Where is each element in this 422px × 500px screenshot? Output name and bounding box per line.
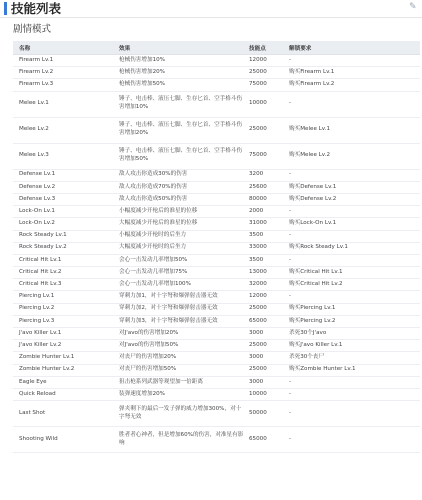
skill-requirement-cell: 购买Piercing Lv.1 [285,303,420,315]
skill-requirement-cell: 购买Zombie Hunter Lv.1 [285,364,420,376]
table-row [13,388,420,400]
skill-points-cell: 25000 [245,340,285,352]
table-row [13,340,420,352]
skill-points-cell: 10000 [245,91,285,117]
skill-effect-cell: 装弹速度增加20% [115,388,245,400]
skill-name-cell: Critical Hit Lv.2 [13,267,115,279]
table-body [13,55,420,453]
skill-name-cell: Lock-On Lv.2 [13,218,115,230]
skill-requirement-cell: 购买Melee Lv.2 [285,143,420,169]
skill-effect-cell: 狙击枪系列武器等观望加一倍距离 [115,376,245,388]
table-row [13,254,420,266]
column-header-effect[interactable]: 效果 [115,41,245,55]
skill-points-cell: 10000 [245,388,285,400]
skill-name-cell: Piercing Lv.1 [13,291,115,303]
table-row [13,193,420,205]
table-row [13,427,420,453]
skill-requirement-cell: 购买J'avo Killer Lv.1 [285,340,420,352]
table-row [13,143,420,169]
title-accent-bar [4,2,7,15]
skill-name-cell: Firearm Lv.3 [13,79,115,91]
table-row [13,181,420,193]
skill-effect-cell: 对丧尸的伤害增加20% [115,352,245,364]
skill-effect-cell: 会心一击发动几率增加50% [115,254,245,266]
skill-effect-cell: 小幅度减少开枪时的后坐力 [115,230,245,242]
table-row [13,364,420,376]
skill-requirement-cell: 购买Firearm Lv.2 [285,79,420,91]
skill-requirement-cell: 杀死30个丧尸 [285,352,420,364]
skill-points-cell: 3500 [245,230,285,242]
skill-requirement-cell: 购买Critical Hit Lv.1 [285,267,420,279]
skill-name-cell: J'avo Killer Lv.2 [13,340,115,352]
skill-effect-cell: 弹夹剩下的最后一发子弹的威力增加300%，对十字弩无效 [115,401,245,427]
skill-points-cell: 32000 [245,279,285,291]
skill-requirement-cell: 购买Rock Steady Lv.1 [285,242,420,254]
skill-points-cell: 65000 [245,427,285,453]
skill-name-cell: Critical Hit Lv.3 [13,279,115,291]
skill-points-cell: 3000 [245,328,285,340]
table-header-row [13,41,420,55]
skill-name-cell: Rock Steady Lv.2 [13,242,115,254]
page-title: 技能列表 [11,1,62,16]
table-row [13,303,420,315]
skill-name-cell: Defense Lv.2 [13,181,115,193]
table-row [13,79,420,91]
edit-icon[interactable]: ✎ [409,2,417,12]
skill-effect-cell: 锤子、电击棒、液压七脚、生存匕首、空手格斗伤害增加50% [115,143,245,169]
skill-name-cell: Firearm Lv.2 [13,67,115,79]
skill-points-cell: 13000 [245,267,285,279]
skill-effect-cell: 对丧尸的伤害增加50% [115,364,245,376]
table-row [13,169,420,181]
skill-points-cell: 25600 [245,181,285,193]
skill-requirement-cell: - [285,169,420,181]
skill-name-cell: J'avo Killer Lv.1 [13,328,115,340]
skill-effect-cell: 会心一击发动几率增加100% [115,279,245,291]
table-row [13,315,420,327]
table-row [13,55,420,67]
table-row [13,376,420,388]
skill-name-cell: Lock-On Lv.1 [13,206,115,218]
skill-requirement-cell: 购买Firearm Lv.1 [285,67,420,79]
skill-name-cell: Piercing Lv.2 [13,303,115,315]
skill-effect-cell: 枪械伤害增加50% [115,79,245,91]
skill-effect-cell: 小幅度减少开枪后的准星的位移 [115,206,245,218]
skill-effect-cell: 枪械伤害增加10% [115,55,245,67]
table-row [13,328,420,340]
skill-points-cell: 50000 [245,401,285,427]
skill-name-cell: Last Shot [13,401,115,427]
skill-points-cell: 75000 [245,79,285,91]
skill-effect-cell: 敌人攻击你造成30%的伤害 [115,169,245,181]
skill-requirement-cell: - [285,376,420,388]
skill-points-cell: 65000 [245,315,285,327]
skill-effect-cell: 大幅度减少开枪时的后坐力 [115,242,245,254]
skill-effect-cell: 敌人攻击你造成70%的伤害 [115,181,245,193]
skill-points-cell: 3200 [245,169,285,181]
skill-name-cell: Shooting Wild [13,427,115,453]
skill-requirement-cell: - [285,291,420,303]
skill-effect-cell: 会心一击发动几率增加75% [115,267,245,279]
skill-points-cell: 2000 [245,206,285,218]
skill-requirement-cell: - [285,230,420,242]
skill-name-cell: Eagle Eye [13,376,115,388]
skill-points-cell: 12000 [245,291,285,303]
skill-points-cell: 25000 [245,364,285,376]
skill-name-cell: Critical Hit Lv.1 [13,254,115,266]
skill-effect-cell: 对J'avo的伤害增加20% [115,328,245,340]
skill-effect-cell: 穿刺力加3，对十字弩和爆弹射击器无效 [115,315,245,327]
skill-points-cell: 3500 [245,254,285,266]
table-row [13,401,420,427]
skill-effect-cell: 枪械伤害增加20% [115,67,245,79]
table-row [13,230,420,242]
table-row [13,218,420,230]
skill-name-cell: Zombie Hunter Lv.1 [13,352,115,364]
skill-requirement-cell: - [285,401,420,427]
skill-points-cell: 25000 [245,67,285,79]
skill-points-cell: 80000 [245,193,285,205]
skill-points-cell: 3000 [245,376,285,388]
table-row [13,279,420,291]
skill-requirement-cell: - [285,388,420,400]
skill-effect-cell: 大幅度减少开枪后的准星的位移 [115,218,245,230]
header-divider [0,17,422,18]
skill-points-cell: 75000 [245,143,285,169]
skill-requirement-cell: - [285,55,420,67]
skill-name-cell: Firearm Lv.1 [13,55,115,67]
skill-effect-cell: 对J'avo的伤害增加50% [115,340,245,352]
skill-name-cell: Melee Lv.3 [13,143,115,169]
table-row [13,267,420,279]
skill-requirement-cell: 购买Melee Lv.1 [285,117,420,143]
skill-requirement-cell: 杀死30个J'avo [285,328,420,340]
skill-name-cell: Defense Lv.1 [13,169,115,181]
skill-requirement-cell: - [285,206,420,218]
skill-name-cell: Zombie Hunter Lv.2 [13,364,115,376]
skill-effect-cell: 锤子、电击棒、液压七脚、生存匕首、空手格斗伤害增加20% [115,117,245,143]
skill-name-cell: Piercing Lv.3 [13,315,115,327]
table-row [13,91,420,117]
table-row [13,242,420,254]
skill-points-cell: 3000 [245,352,285,364]
skill-points-cell: 25000 [245,303,285,315]
table-row [13,291,420,303]
skill-requirement-cell: 购买Lock-On Lv.1 [285,218,420,230]
skill-points-cell: 25000 [245,117,285,143]
table-row [13,67,420,79]
section-heading: 剧情模式 [13,24,52,35]
skill-effect-cell: 穿刺力加1，对十字弩和爆弹射击器无效 [115,291,245,303]
page-header [0,0,422,18]
skill-requirement-cell: - [285,427,420,453]
skill-points-cell: 31000 [245,218,285,230]
skill-effect-cell: 锤子、电击棒、液压七脚、生存匕首、空手格斗伤害增加10% [115,91,245,117]
skill-points-cell: 33000 [245,242,285,254]
skill-requirement-cell: 购买Piercing Lv.2 [285,315,420,327]
skill-requirement-cell: 购买Defense Lv.1 [285,181,420,193]
skill-requirement-cell: - [285,91,420,117]
skill-effect-cell: 胜者者心神者，但是增加60%的伤害，对准星有影响 [115,427,245,453]
table-row [13,206,420,218]
skill-name-cell: Quick Reload [13,388,115,400]
skill-name-cell: Melee Lv.1 [13,91,115,117]
skill-requirement-cell: 购买Defense Lv.2 [285,193,420,205]
skill-name-cell: Defense Lv.3 [13,193,115,205]
skill-name-cell: Melee Lv.2 [13,117,115,143]
column-header-requirement[interactable]: 解锁要求 [285,41,420,55]
skill-points-cell: 12000 [245,55,285,67]
skill-requirement-cell: 购买Critical Hit Lv.2 [285,279,420,291]
skill-effect-cell: 敌人攻击你造成50%的伤害 [115,193,245,205]
column-header-points[interactable]: 技能点 [245,41,285,55]
skill-requirement-cell: - [285,254,420,266]
table-row [13,352,420,364]
column-header-name[interactable]: 名称 [13,41,115,55]
skill-name-cell: Rock Steady Lv.1 [13,230,115,242]
skills-table [13,41,420,453]
table-row [13,117,420,143]
skill-effect-cell: 穿刺力加2，对十字弩和爆弹射击器无效 [115,303,245,315]
